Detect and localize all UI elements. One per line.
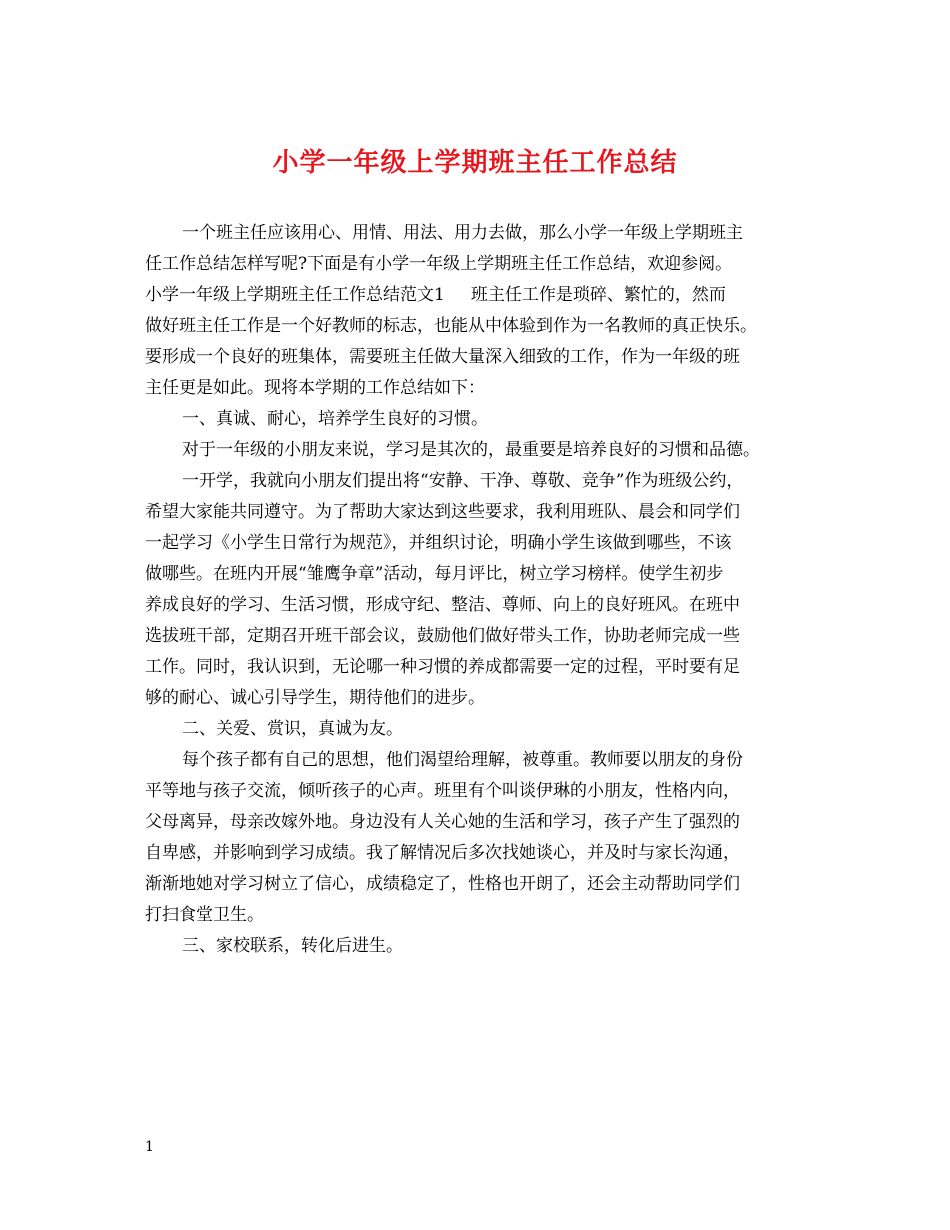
paragraph-line: 任工作总结怎样写呢?下面是有小学一年级上学期班主任工作总结，欢迎参阅。 xyxy=(145,254,733,274)
section-heading-sample: 小学一年级上学期班主任工作总结范文1 xyxy=(145,285,445,305)
paragraph-line: 一个班主任应该用心、用情、用法、用力去做，那么小学一年级上学期班主 xyxy=(182,223,743,243)
section-heading: 一、真诚、耐心，培养学生良好的习惯。 xyxy=(182,409,488,429)
paragraph-line: 工作。同时，我认识到，无论哪一种习惯的养成都需要一定的过程，平时要有足 xyxy=(145,657,740,677)
paragraph-line: 做好班主任工作是一个好教师的标志，也能从中体验到作为一名教师的真正快乐。 xyxy=(145,316,757,336)
section-heading: 二、关爱、赏识，真诚为友。 xyxy=(182,719,403,739)
paragraph-line: 要形成一个良好的班集体，需要班主任做大量深入细致的工作，作为一年级的班 xyxy=(145,347,740,367)
page-number: 1 xyxy=(145,1139,154,1155)
paragraph-line: 养成良好的学习、生活习惯，形成守纪、整洁、尊师、向上的良好班风。在班中 xyxy=(145,595,740,615)
paragraph-line: 做哪些。在班内开展“雏鹰争章”活动，每月评比，树立学习榜样。使学生初步 xyxy=(145,564,724,584)
page-title: 小学一年级上学期班主任工作总结 xyxy=(272,148,678,178)
paragraph-line: 选拔班干部，定期召开班干部会议，鼓励他们做好带头工作，协助老师完成一些 xyxy=(145,626,740,646)
paragraph-line: 父母离异，母亲改嫁外地。身边没有人关心她的生活和学习，孩子产生了强烈的 xyxy=(145,812,740,832)
paragraph-line: 每个孩子都有自己的思想，他们渴望给理解，被尊重。教师要以朋友的身份 xyxy=(182,750,743,770)
paragraph-line: 一开学，我就向小朋友们提出将“安静、干净、尊敬、竞争”作为班级公约， xyxy=(182,471,744,491)
document-body xyxy=(145,218,813,962)
paragraph-line xyxy=(145,280,813,311)
paragraph-line: 对于一年级的小朋友来说，学习是其次的，最重要是培养良好的习惯和品德。 xyxy=(182,440,760,460)
paragraph-line: 主任更是如此。现将本学期的工作总结如下： xyxy=(145,378,485,398)
paragraph-line: 打扫食堂卫生。 xyxy=(145,905,264,925)
paragraph-line: 渐渐地她对学习树立了信心，成绩稳定了，性格也开朗了，还会主动帮助同学们 xyxy=(145,874,740,894)
paragraph-inline-text: 班主任工作是琐碎、繁忙的，然而 xyxy=(470,285,726,305)
paragraph-line: 自卑感，并影响到学习成绩。我了解情况后多次找她谈心，并及时与家长沟通， xyxy=(145,843,740,863)
paragraph-line: 一起学习《小学生日常行为规范》，并组织讨论，明确小学生该做到哪些，不该 xyxy=(145,533,732,553)
section-heading: 三、家校联系，转化后进生。 xyxy=(182,936,403,956)
paragraph-line: 希望大家能共同遵守。为了帮助大家达到这些要求，我利用班队、晨会和同学们 xyxy=(145,502,740,522)
paragraph-line: 够的耐心、诚心引导学生，期待他们的进步。 xyxy=(145,688,485,708)
paragraph-line: 平等地与孩子交流，倾听孩子的心声。班里有个叫谈伊琳的小朋友，性格内向， xyxy=(145,781,740,801)
